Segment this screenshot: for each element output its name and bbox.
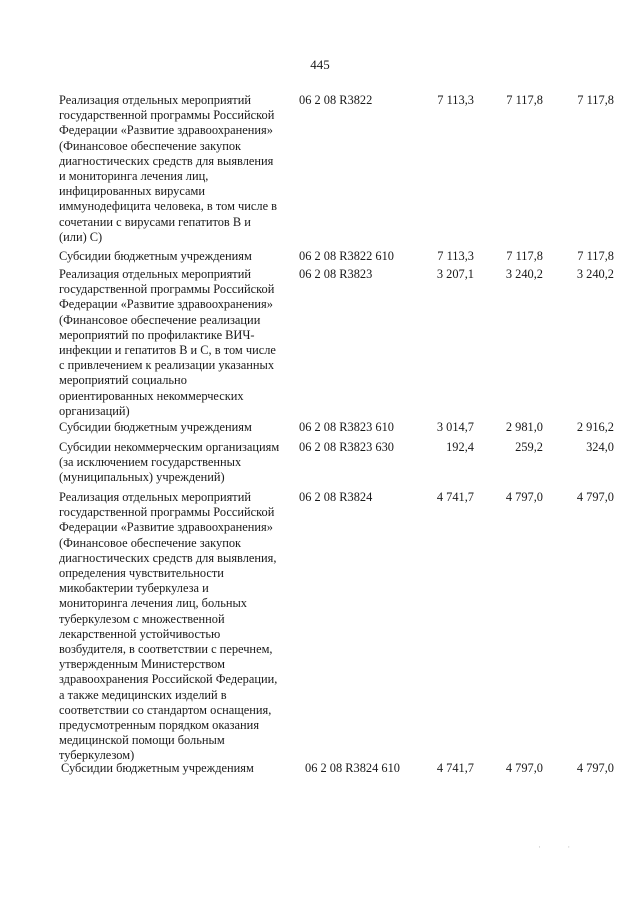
row-value-1: 7 113,3 [437,93,474,107]
row-value-2: 2 981,0 [505,420,543,434]
row-value-2: 259,2 [515,440,543,454]
row-value-3: 3 240,2 [576,267,614,281]
row-value-2: 4 797,0 [505,490,543,504]
page-number: 445 [310,57,330,72]
scan-specks: · · [538,842,583,852]
row-value-1: 4 741,7 [436,490,474,504]
row-value-3: 7 117,8 [577,249,614,263]
row-name: Субсидии бюджетным учреждениям [61,761,254,775]
row-value-1: 4 741,7 [436,761,474,775]
row-code: 06 2 08 R3823 [299,267,373,281]
row-value-3: 4 797,0 [576,490,614,504]
row-value-2: 7 117,8 [506,249,543,263]
row-value-1: 7 113,3 [437,249,474,263]
row-code: 06 2 08 R3824 610 [305,761,400,775]
row-name: Субсидии бюджетным учреждениям [59,420,252,434]
row-name: Субсидии некоммерческим организациям (за исключением государственных (муниципальных) учреждений) [59,440,280,485]
row-name: Реализация отдельных мероприятий государственной программы Российской Федерации «Развитие здравоохранения» (Финансовое обеспечение закупок диагностических средств для выявления, определения чувствительности микобактерии туберкулеза и мониторинга лечения лиц, больных туберкулезом с множественной лекарственной устойчивостью возбудителя, в соответствии с перечнем, утвержденным Министерством здравоохранения Российской Федерации, а также медицинских изделий в соответствии со стандартом оснащения, предусмотренным порядком оказания медицинской помощи больным туберкулезом) [59,490,278,763]
row-code: 06 2 08 R3823 630 [299,440,394,454]
row-value-1: 192,4 [446,440,474,454]
row-value-3: 2 916,2 [576,420,614,434]
row-code: 06 2 08 R3823 610 [299,420,394,434]
row-value-1: 3 207,1 [436,267,474,281]
row-value-3: 4 797,0 [576,761,614,775]
row-value-1: 3 014,7 [436,420,474,434]
row-name: Реализация отдельных мероприятий государственной программы Российской Федерации «Развитие здравоохранения» (Финансовое обеспечение закупок диагностических средств для выявления и мониторинга лечения лиц, инфицированных вирусами иммунодефицита человека, в том числе в сочетании с вирусами гепатитов В и (или) С) [59,93,278,244]
row-value-2: 4 797,0 [505,761,543,775]
row-name: Реализация отдельных мероприятий государственной программы Российской Федерации «Развитие здравоохранения» (Финансовое обеспечение реализации мероприятий по профилактике ВИЧ- инфекции и гепатитов В и С, в том числе с привлечением к реализации указанных мероприятий социально ориентированных некоммерческих организаций) [59,267,276,418]
row-value-3: 7 117,8 [577,93,614,107]
row-value-3: 324,0 [586,440,614,454]
row-name: Субсидии бюджетным учреждениям [59,249,252,263]
row-code: 06 2 08 R3822 610 [299,249,394,263]
row-code: 06 2 08 R3822 [299,93,373,107]
row-value-2: 3 240,2 [505,267,543,281]
row-value-2: 7 117,8 [506,93,543,107]
row-code: 06 2 08 R3824 [299,490,373,504]
